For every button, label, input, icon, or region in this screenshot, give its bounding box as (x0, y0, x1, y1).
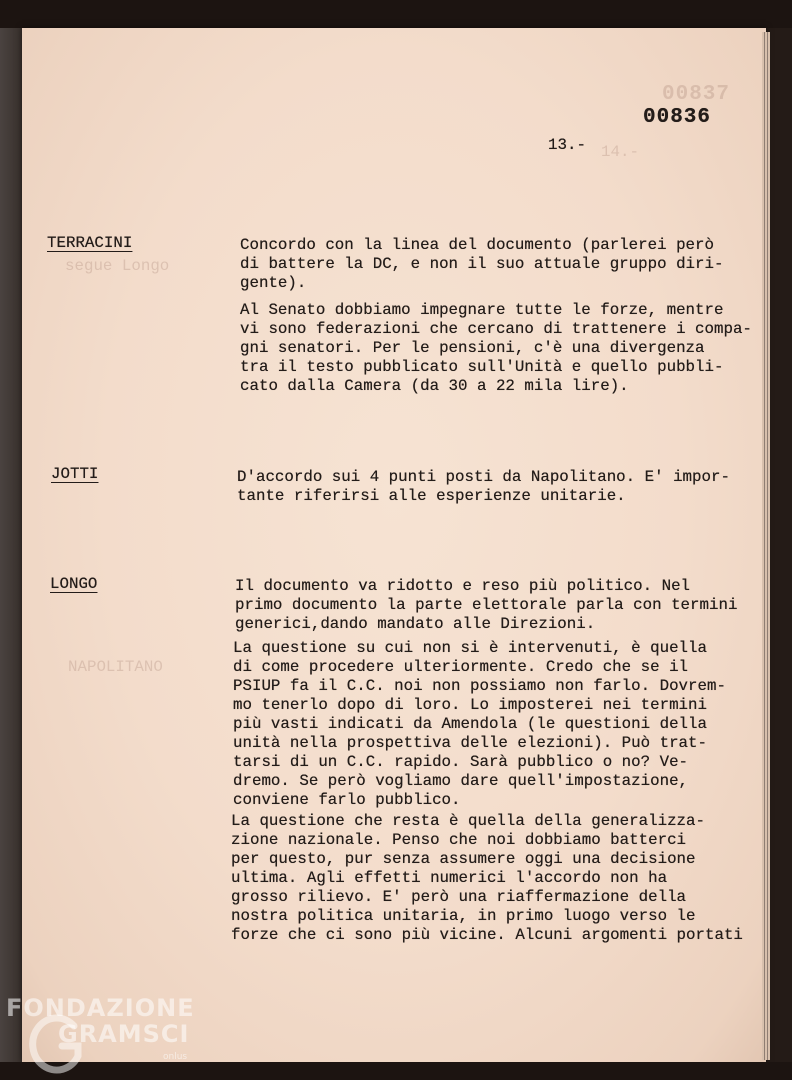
longo-paragraph-2: La questione su cui non si è intervenuti, è quella di come procedere ulteriormente. Credo che se il PSIUP fa il C.C. noi non possiamo non farlo. Dovrem- mo tenerlo dopo di loro. Lo imposterei nei termini più vasti indicati da Amendola (le questioni della unità nella prospettiva delle elezioni). Può trat- tarsi di un C.C. rapido. Sarà pubblico o no? Ve- dremo. Se però vogliamo dare quell'impostazione, conviene farlo pubblico. (233, 639, 726, 809)
bleed-archive-number: 00837 (662, 83, 731, 106)
jotti-paragraph-1: D'accordo sui 4 punti posti da Napolitano. E' impor- tante riferirsi alle esperienze unitarie. (237, 468, 730, 505)
longo-paragraph-1: Il documento va ridotto e reso più politico. Nel primo documento la parte elettorale parla con termini generici,dando mandato alle Direzioni. (235, 577, 738, 633)
archive-number-stamp: 00836 (643, 106, 712, 129)
scan-top-border (0, 0, 792, 28)
bleed-speaker-note: segue Longo (65, 257, 170, 275)
watermark-line-1: FONDAZIONE (6, 994, 195, 1022)
bleed-speaker: NAPOLITANO (68, 658, 163, 676)
speaker-jotti: JOTTI (51, 465, 99, 483)
watermark-line-2: GRAMSCI (58, 1020, 190, 1048)
terracini-paragraph-2: Al Senato dobbiamo impegnare tutte le forze, mentre vi sono federazioni che cercano di trattenere i compa- gni senatori. Per le pensioni, c'è una divergenza tra il testo pubblicato sull'Unità e quello pubbli- cato dalla Camera (da 30 a 22 mila lire). (240, 301, 752, 395)
speaker-terracini: TERRACINI (47, 234, 133, 252)
terracini-paragraph-1: Concordo con la linea del documento (parlerei però di battere la DC, e non il suo attuale gruppo diri- gente). (240, 236, 724, 292)
page-number: 13.- (548, 136, 586, 154)
bleed-page-number: 14.- (601, 143, 639, 161)
scan-bottom-border (0, 1062, 792, 1080)
longo-paragraph-3: La questione che resta è quella della generalizza- zione nazionale. Penso che noi dobbiamo batterci per questo, pur senza assumere oggi una decisione ultima. Agli effetti numerici l'accordo non ha grosso rilievo. E' però una riaffermazione della nostra politica unitaria, in primo luogo verso le forze che ci sono più vicine. Alcuni argomenti portati (231, 812, 743, 944)
watermark-line-3: onlus (163, 1052, 188, 1062)
speaker-longo: LONGO (50, 575, 98, 593)
page-stack-edge (762, 32, 770, 1060)
